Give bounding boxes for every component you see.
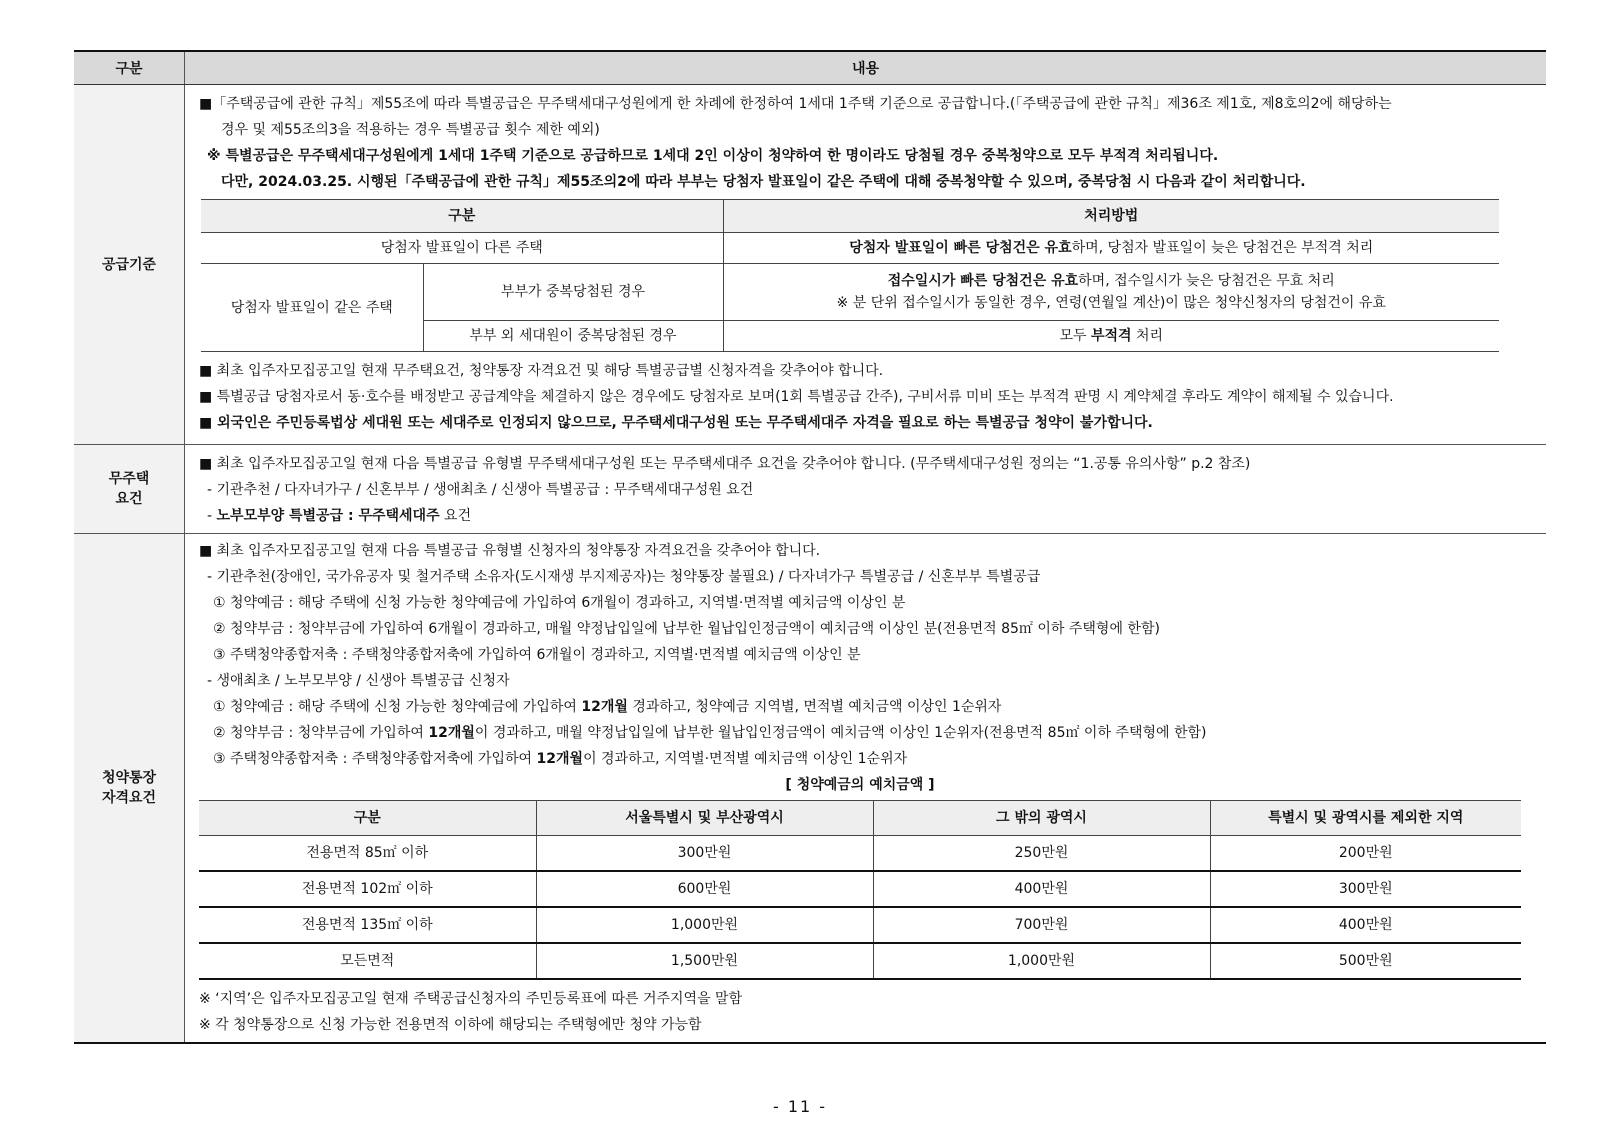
deposit-cell: 300만원 [1210,871,1521,907]
duplicate-win-table [201,199,1499,352]
row-account [74,534,1546,1044]
deposit-row [199,871,1521,907]
deposit-cell: 400만원 [1210,907,1521,943]
account-line-8: ② 청약부금 : 청약부금에 가입하여 12개월이 경과하고, 매월 약정납입일에 납부한 월납입인정금액이 예치금액 이상인 1순위자(전용면적 85㎡ 이하 주택형에 한함) [213,725,1207,741]
deposit-row [199,836,1521,872]
deposit-header-0: 구분 [199,801,536,836]
account-line-4: ② 청약부금 : 청약부금에 가입하여 6개월이 경과하고, 매월 약정납입일에 납부한 월납입인정금액이 예치금액 이상인 분(전용면적 85㎡ 이하 주택형에 한함) [213,621,1160,637]
deposit-cell: 1,000만원 [536,907,873,943]
dup-r3-subcategory: 부부 외 세대원이 중복당첨된 경우 [423,321,723,352]
deposit-cell: 400만원 [873,871,1210,907]
deposit-cell: 500만원 [1210,943,1521,979]
dup-r3-method: 모두 부적격 처리 [723,321,1499,352]
row-no-house [74,445,1546,534]
deposit-cell: 200만원 [1210,836,1521,872]
account-line-3: ① 청약예금 : 해당 주택에 신청 가능한 청약예금에 가입하여 6개월이 경과하고, 지역별·면적별 예치금액 이상인 분 [213,595,906,611]
supply-line-4: ■ 최초 입주자모집공고일 현재 무주택요건, 청약통장 자격요건 및 해당 특별공급별 신청자격을 갖추어야 합니다. [199,363,884,379]
deposit-cell: 전용면적 85㎡ 이하 [199,836,536,872]
nohouse-line-3: - 노부모부양 특별공급 : 무주택세대주 요건 [207,508,472,524]
deposit-row [199,907,1521,943]
deposit-cell: 모든면적 [199,943,536,979]
dup-header-method: 처리방법 [723,200,1499,233]
header-content: 내용 [185,51,1547,85]
deposit-cell: 700만원 [873,907,1210,943]
deposit-cell: 1,000만원 [873,943,1210,979]
deposit-header-3: 특별시 및 광역시를 제외한 지역 [1210,801,1521,836]
requirements-table [74,50,1546,1044]
account-note-2: ※ 각 청약통장으로 신청 가능한 전용면적 이하에 해당되는 주택형에만 청약 가능함 [199,1017,702,1033]
deposit-row [199,943,1521,979]
nohouse-line-1: ■ 최초 입주자모집공고일 현재 다음 특별공급 유형별 무주택세대구성원 또는 무주택세대주 요건을 갖추어야 합니다. (무주택세대구성원 정의는 “1.공통 유의사항” p.2 참조) [199,456,1251,472]
deposit-cell: 전용면적 102㎡ 이하 [199,871,536,907]
nohouse-line-2: - 기관추천 / 다자녀가구 / 신혼부부 / 생애최초 / 신생아 특별공급 : 무주택세대구성원 요건 [207,482,754,498]
dup-header-category: 구분 [201,200,723,233]
deposit-cell: 1,500만원 [536,943,873,979]
dup-r1-method: 당첨자 발표일이 빠른 당첨건은 유효하며, 당첨자 발표일이 늦은 당첨건은 부적격 처리 [723,233,1499,264]
account-line-6: - 생애최초 / 노부모부양 / 신생아 특별공급 신청자 [207,673,510,689]
deposit-table-caption: [ 청약예금의 예치금액 ] [785,777,935,793]
supply-line-6: ■ 외국인은 주민등록법상 세대원 또는 세대주로 인정되지 않으므로, 무주택세대구성원 또는 무주택세대주 자격을 필요로 하는 특별공급 청약이 불가합니다. [199,415,1153,431]
dup-r2-category: 당첨자 발표일이 같은 주택 [201,264,423,352]
label-account: 청약통장 자격요건 [74,534,185,1044]
dup-r2-method: 접수일시가 빠른 당첨건은 유효하며, 접수일시가 늦은 당첨건은 무효 처리 ※ 분 단위 접수일시가 동일한 경우, 연령(연월일 계산)이 많은 청약신청자의 당첨건이 유효 [723,264,1499,321]
account-line-9: ③ 주택청약종합저축 : 주택청약종합저축에 가입하여 12개월이 경과하고, 지역별·면적별 예치금액 이상인 1순위자 [213,751,908,767]
account-line-1: ■ 최초 입주자모집공고일 현재 다음 특별공급 유형별 신청자의 청약통장 자격요건을 갖추어야 합니다. [199,543,821,559]
account-note-1: ※ ‘지역’은 입주자모집공고일 현재 주택공급신청자의 주민등록표에 따른 거주지역을 말함 [199,991,743,1007]
supply-line-5: ■ 특별공급 당첨자로서 동·호수를 배정받고 공급계약을 체결하지 않은 경우에도 당첨자로 보며(1회 특별공급 간주), 구비서류 미비 또는 부적격 판명 시 계약체결 후라도 계약이 해제될 수 있습니다. [199,389,1394,405]
supply-line-2: ※ 특별공급은 무주택세대구성원에게 1세대 1주택 기준으로 공급하므로 1세대 2인 이상이 청약하여 한 명이라도 당첨될 경우 중복청약으로 모두 부적격 처리됩니다. [207,148,1219,164]
row-supply-criteria [74,85,1546,445]
deposit-header-2: 그 밖의 광역시 [873,801,1210,836]
deposit-cell: 600만원 [536,871,873,907]
dup-r2-subcategory: 부부가 중복당첨된 경우 [423,264,723,321]
label-supply-criteria: 공급기준 [74,85,185,445]
supply-line-1a: ■「주택공급에 관한 규칙」제55조에 따라 특별공급은 무주택세대구성원에게 한 차례에 한정하여 1세대 1주택 기준으로 공급합니다.(「주택공급에 관한 규칙」제36조 제1호, 제8호의2에 해당하는 [199,96,1392,112]
account-line-2: - 기관추천(장애인, 국가유공자 및 철거주택 소유자(도시재생 부지제공자)는 청약통장 불필요) / 다자녀가구 특별공급 / 신혼부부 특별공급 [207,569,1041,585]
deposit-cell: 300만원 [536,836,873,872]
supply-line-1b: 경우 및 제55조의3을 적용하는 경우 특별공급 횟수 제한 예외) [221,122,600,138]
page-number: - 11 - [772,1097,828,1116]
supply-line-3: 다만, 2024.03.25. 시행된「주택공급에 관한 규칙」제55조의2에 따라 부부는 당첨자 발표일이 같은 주택에 대해 중복청약할 수 있으며, 중복당첨 시 다음과 같이 처리합니다. [221,174,1306,190]
header-category: 구분 [74,51,185,85]
deposit-cell: 250만원 [873,836,1210,872]
deposit-header-1: 서울특별시 및 부산광역시 [536,801,873,836]
account-line-7: ① 청약예금 : 해당 주택에 신청 가능한 청약예금에 가입하여 12개월 경과하고, 청약예금 지역별, 면적별 예치금액 이상인 1순위자 [213,699,1002,715]
dup-r1-category: 당첨자 발표일이 다른 주택 [201,233,723,264]
account-line-5: ③ 주택청약종합저축 : 주택청약종합저축에 가입하여 6개월이 경과하고, 지역별·면적별 예치금액 이상인 분 [213,647,861,663]
deposit-table [199,800,1521,980]
label-no-house: 무주택 요건 [74,445,185,534]
deposit-cell: 전용면적 135㎡ 이하 [199,907,536,943]
